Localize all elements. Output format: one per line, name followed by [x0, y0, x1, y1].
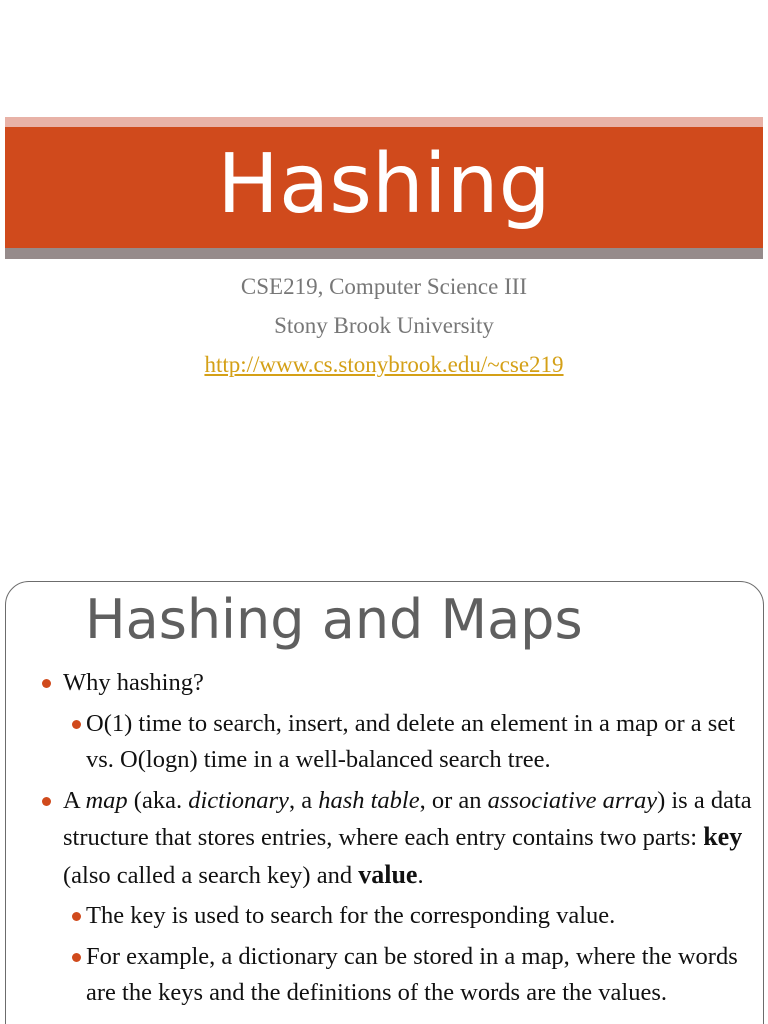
content-slide-title: Hashing and Maps — [85, 588, 583, 651]
term-value: value — [358, 859, 418, 889]
term-associative-array: associative array — [487, 786, 658, 814]
sub-bullet-item — [6, 898, 763, 935]
bullet-text-segment: (also called a search key) and — [63, 861, 359, 889]
title-band-top-stripe — [5, 117, 763, 127]
bullet-text-segment: . — [417, 861, 424, 889]
bullet-item — [6, 783, 763, 895]
bullet-text: Why hashing? — [63, 669, 204, 696]
term-map: map — [85, 786, 128, 814]
content-slide — [5, 581, 764, 1024]
bullet-text-segment: , a — [288, 786, 319, 814]
term-key: key — [703, 822, 743, 851]
bullet-text-segment: , or an — [419, 786, 488, 814]
bullet-item — [6, 665, 763, 702]
term-dictionary: dictionary — [188, 786, 289, 814]
sub-bullet-item — [6, 706, 763, 779]
bullet-text-segment: A — [63, 786, 86, 814]
sub-bullet-item — [6, 939, 763, 1012]
slide-title: Hashing — [217, 136, 551, 232]
university-subtitle: Stony Brook University — [274, 313, 494, 338]
bullet-dot-icon — [72, 912, 81, 921]
bullet-dot-icon — [42, 679, 51, 688]
course-url-line — [0, 352, 768, 378]
course-subtitle: CSE219, Computer Science III — [240, 274, 528, 299]
course-url-link[interactable]: http://www.cs.stonybrook.edu/~cse219 — [204, 352, 564, 377]
bullet-list — [6, 665, 763, 1016]
bullet-text-segment: (aka. — [127, 786, 189, 814]
bullet-text-segment: ) is a data structure that stores entries, where each entry contains two parts: — [63, 786, 752, 851]
bullet-dot-icon — [72, 953, 81, 962]
term-hash-table: hash table — [318, 786, 420, 814]
bullet-dot-icon — [72, 720, 81, 729]
sub-bullet-text: O(1) time to search, insert, and delete an element in a map or a set vs. O(logn) time in a well-balanced search tree. — [86, 709, 735, 773]
sub-bullet-text: For example, a dictionary can be stored in a map, where the words are the keys and the definitions of the words are the values. — [86, 942, 738, 1006]
title-band — [5, 127, 763, 248]
title-band-bottom-stripe — [5, 248, 763, 259]
sub-bullet-text: The key is used to search for the corresponding value. — [86, 902, 616, 929]
bullet-dot-icon — [42, 797, 51, 806]
